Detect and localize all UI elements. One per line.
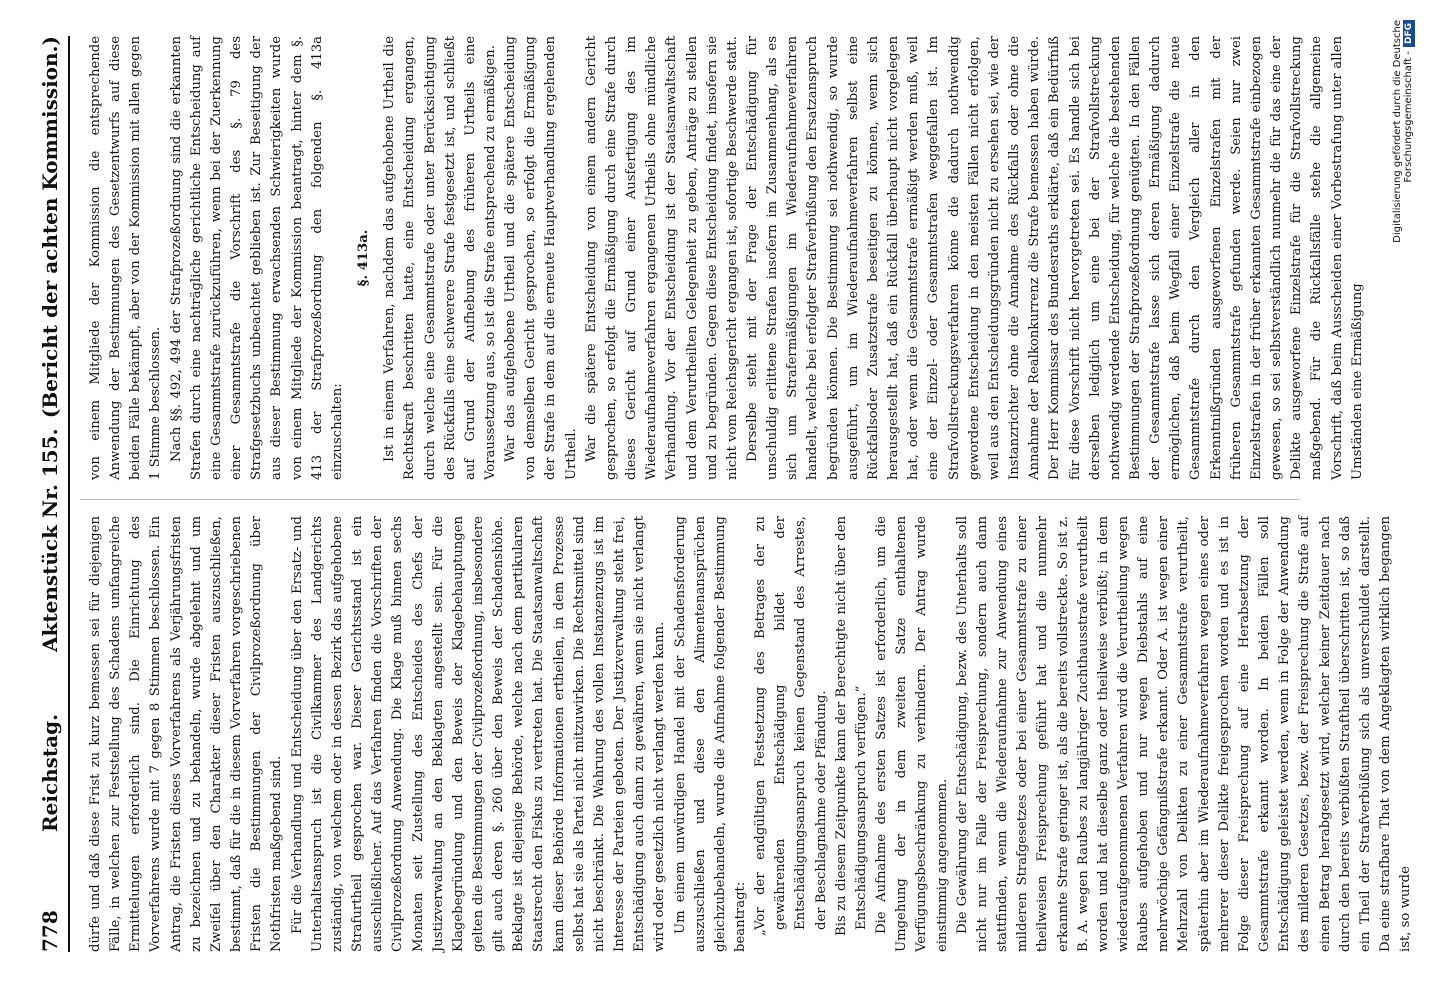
page-header <box>28 36 70 952</box>
footer-text: Digitalisierung gefördert durch die Deutsche Forschungsgemeinschaft - <box>1392 20 1414 243</box>
page-number: 778 <box>38 910 62 952</box>
right-column-paragraph: §. 413a. <box>356 229 372 287</box>
column-divider <box>80 499 1300 500</box>
dfg-logo: DFG <box>1403 20 1415 47</box>
right-column-paragraph: War die spätere Entscheidung von einem andern Gericht gesprochen, so erfolgt die Ermäßigung durch eine Strafe durch dieses Gericht auf Grund einer Ausfertigung des im Wiederaufnahmeverfahren ergangenen Urtheils ohne mündliche Verhandlung. Vor der Entscheidung ist der Staatsanwaltschaft und dem Verurtheilten Gelegenheit zu geben, Anträge zu stellen und zu begründen. Gegen diese Entscheidung findet, insofern sie nicht vom Reichsgericht ergangen ist, sofortige Beschwerde statt. <box>583 36 740 480</box>
header-document-number: Aktenstück Nr. 155. <box>38 428 62 652</box>
left-column-paragraph: Um einem unwürdigen Handel mit der Schadensforderung auszuschließen und diese den Alimentenansprüchen gleichzubehandeln, wurde die Aufnahme folgender Bestimmung beantragt: <box>672 516 748 952</box>
right-column-paragraph: War das aufgehobene Urtheil und die spätere Entscheidung von demselben Gericht gesprochen, so erfolgt die Ermäßigung der Strafe in dem auf die erneute Hauptverhandlung ergehenden Urtheil. <box>503 36 579 480</box>
left-column-paragraph: Die Aufnahme des ersten Satzes ist erforderlich, um die Umgehung der in dem zweiten Satze enthaltenen Verfügungsbeschränkung zu verhindern. Der Antrag wurde einstimmig angenommen. <box>874 516 950 952</box>
left-text-column <box>86 516 1414 952</box>
header-commission-report: (Bericht der achten Kommission.) <box>38 36 62 419</box>
left-column-paragraph: Für die Verhandlung und Entscheidung über den Ersatz- und Unterhaltsanspruch ist die Civilkammer des Landgerichts zuständig, von welchem oder in dessen Bezirk das aufgehobene Strafurtheil gesprochen war. Dieser Gerichtsstand ist ein ausschließlicher. Auf das Verfahren finden die Vorschriften der Civilprozeßordnung Anwendung. Die Klage muß binnen sechs Monaten seit Zustellung des Entscheides des Chefs der Justizverwaltung an den Beklagten angestellt sein. Für die Klagebegründung und den Beweis der Klagebehauptungen gelten die Bestimmungen der Civilprozeßordnung, insbesondere gilt auch deren §. 260 über den Beweis der Schadenshöhe. Beklagte ist diejenige Behörde, welche nach dem partikularen Staatsrecht den Fiskus zu vertreten hat. Die Staatsanwaltschaft kann dieser Behörde Informationen ertheilen, in dem Prozesse selbst hat sie als Partei nicht mitzuwirken. Die Rechtsmittel sind nicht beschränkt. Die Wahrung des vollen Instanzenzugs ist im Interesse der Parteien geboten. Der Justizverwaltung steht frei, Entschädigung auch dann zu gewähren, wenn sie nicht verlangt wird oder gesetzlich nicht verlangt werden kann. <box>289 516 668 952</box>
right-column-paragraph: Nach §§. 492, 494 der Strafprozeßordnung sind die erkannten Strafen durch eine nachträgliche gerichtliche Entscheidung auf eine Gesammtstrafe zurückzuführen, wenn bei der Zuerkennung einer Gesammtstrafe die Vorschrift des §. 79 des Strafgesetzbuchs unbeachtet geblieben ist. Zur Beseitigung der aus dieser Bestimmung erwachsenden Schwierigkeiten wurde von einem Mitgliede der Kommission beantragt, hinter dem §. 413 der Strafprozeßordnung den folgenden §. 413a einzuschalten: <box>168 36 345 480</box>
header-reichstag: Reichstag. <box>38 713 62 832</box>
right-column-paragraph: Ist in einem Verfahren, nachdem das aufgehobene Urtheil die Rechtskraft beschritten hatte, eine Entscheidung ergangen, durch welche eine Gesammtstrafe oder unter Berücksichtigung des Rückfalls eine schwerere Strafe festgesetzt ist, und schließt auf Grund der Aufhebung des früheren Urtheils eine Voraussetzung aus, so ist die Strafe entsprechend zu ermäßigen. <box>382 36 498 480</box>
right-column-paragraph: von einem Mitgliede der Kommission die entsprechende Anwendung der Bestimmungen des Gesetzentwurfs auf diese beiden Fälle bekämpft, aber von der Kommission mit allen gegen 1 Stimme beschlossen. <box>88 36 164 480</box>
left-column-paragraph: Bis zu diesem Zeitpunkte kann der Berechtigte nicht über den Entschädigungsanspruch verfügen.“ <box>833 516 869 936</box>
digitization-footer <box>1392 20 1415 300</box>
left-column-paragraph: Die Gewährung der Entschädigung, bezw. des Unterhalts soll nicht nur im Falle der Freisprechung, sondern auch dann stattfinden, wenn die Wiederaufnahme zur Anwendung eines milderen Strafgesetzes oder bei einer Gesammtstrafe zu einer theilweisen Freisprechung geführt hat und die nunmehr erkannte Strafe geringer ist, als die bereits vollstreckte. So ist z. B. A. wegen Raubes zu langjähriger Zuchthausstrafe verurtheilt worden und hat dieselbe ganz oder theilweise verbüßt; in dem wiederaufgenommenen Verfahren wird die Verurtheilung wegen Raubes aufgehoben und nur wegen Diebstahls auf eine mehrwöchige Gefängnißstrafe erkannt. Oder A. ist wegen einer Mehrzahl von Delikten zu einer Gesammtstrafe verurtheilt, späterhin aber im Wiederaufnahmeverfahren wegen eines oder mehrerer dieser Delikte freigesprochen worden und es ist in Folge dieser Freisprechung auf eine Herabsetzung der Gesammtstrafe erkannt worden. In beiden Fällen soll Entschädigung geleistet werden, wenn in Folge der Anwendung des milderen Gesetzes, bezw. der Freisprechung die Strafe auf einen Betrag herabgesetzt wird, welcher keiner Zeitdauer nach durch den bereits verbüßten Straftheil überschritten ist, so daß ein Theil der Strafverbüßung sich als unverschuldet darstellt. Da eine strafbare That von dem Angeklagten wirklich begangen ist, so wurde <box>954 516 1414 952</box>
left-column-paragraph: „Vor der endgültigen Festsetzung des Betrages der zu gewährenden Entschädigung bildet der Entschädigungsanspruch keinen Gegenstand des Arrestes, der Beschlagnahme oder Pfändung. <box>753 516 829 936</box>
left-column-paragraph: dürfe und daß diese Frist zu kurz bemessen sei für diejenigen Fälle, in welchen zur Feststellung des Schadens umfangreiche Ermittelungen erforderlich sind. Die Einrichtung des Vorverfahrens wurde mit 7 gegen 8 Stimmen beschlossen. Ein Antrag, die Fristen dieses Vorverfahrens als Verjährungsfristen zu bezeichnen und zu behandeln, wurde abgelehnt und um Zweifel über den Charakter dieser Fristen auszuschließen, bestimmt, daß für die in diesem Vorverfahren vorgeschriebenen Fristen die Bestimmungen der Civilprozeßordnung über Nothfristen maßgebend sind. <box>88 516 285 952</box>
right-text-column <box>86 36 1365 480</box>
right-column-paragraph: Derselbe steht mit der Frage der Entschädigung für unschuldig erlittene Strafen insofern im Zusammenhang, als es sich um Strafermäßigungen im Wiederaufnahmeverfahren handelt, welche bei erfolgter Strafverbüßung den Ersatzanspruch begründen können. Die Bestimmung sei nothwendig, so wurde ausgeführt, um im Wiederaufnahmeverfahren selbst eine Rückfallsoder Zusatzstrafe beseitigen zu können, wenn sich herausgestellt hat, daß ein Rückfall überhaupt nicht vorgelegen hat, oder wenn die Gesammtstrafe ermäßigt werden muß, weil eine der Einzel- oder Gesammtstrafen weggefallen ist. Im Strafvollstreckungsverfahren könne die dadurch nothwendig gewordene Entscheidung in den meisten Fällen nicht erfolgen, weil aus den Entscheidungsgründen nicht zu ersehen sei, wie der Instanzrichter ohne die Annahme des Rückfalls oder ohne die Annahme der Realkonkurrenz die Strafe bemessen haben würde. Der Herr Kommissar des Bundesraths erklärte, daß ein Bedürfniß für diese Vorschrift nicht hervorgetreten sei. Es handle sich bei derselben lediglich um eine bei der Strafvollstreckung nothwendig werdende Entscheidung, für welche die bestehenden Bestimmungen der Strafprozeßordnung genügten. In den Fällen der Gesammtstrafe lasse sich deren Ermäßigung dadurch ermöglichen, daß beim Wegfall einer Einzelstrafe die neue Gesammtstrafe durch den Vergleich aller in den Erkenntnißgründen ausgeworfenen Einzelstrafen mit der früheren Gesammtstrafe gefunden werde. Seien nur zwei Einzelstrafen in der früher erkannten Gesammtstrafe einbezogen gewesen, so sei selbstverständlich nunmehr die für das eine der Delikte ausgeworfene Einzelstrafe für die Strafvollstreckung maßgebend. Für die Rückfallsfälle stehe die allgemeine Vorschrift, daß beim Ausscheiden einer Vorbestrafung unter allen Umständen eine Ermäßigung <box>745 36 1365 480</box>
